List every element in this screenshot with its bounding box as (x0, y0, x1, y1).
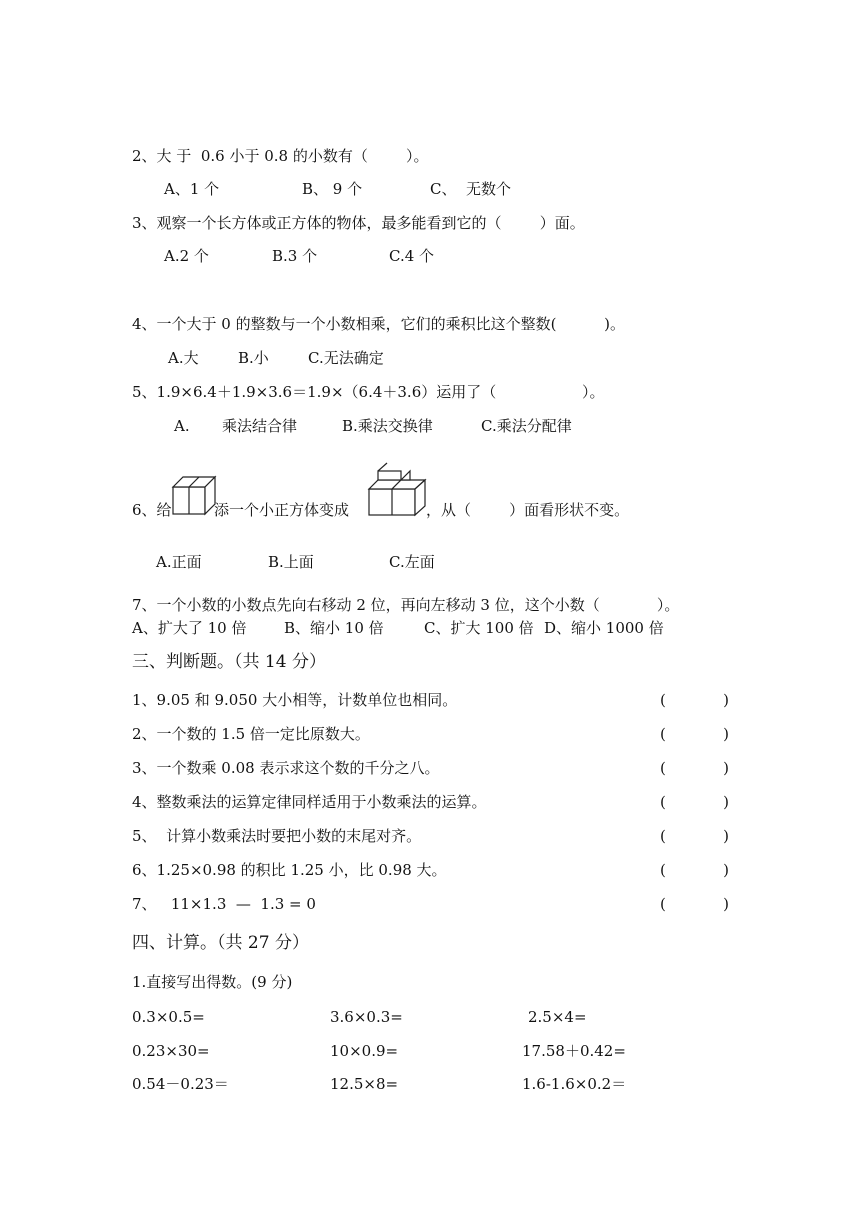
q6-option-a: A.正面 (156, 553, 202, 571)
calc-r2-c1: 0.23×30= (132, 1042, 210, 1060)
judge-item-2: 2、一个数的 1.5 倍一定比原数大。 (132, 725, 370, 743)
judge-item-4: 4、整数乘法的运算定律同样适用于小数乘法的运算。 (132, 793, 487, 811)
q4-option-b: B.小 (238, 349, 269, 367)
q7-option-d: D、缩小 1000 倍 (544, 619, 664, 637)
q5-option-c: C.乘法分配律 (481, 417, 572, 435)
q7-option-b: B、缩小 10 倍 (284, 619, 384, 637)
q6-stem-part1: 6、给 (132, 501, 172, 519)
q6-stem-part2: 添一个小正方体变成 (214, 501, 350, 519)
q5-option-a-text: 乘法结合律 (222, 417, 298, 435)
judge-answer-blank-4: ( ) (660, 793, 729, 811)
judge-item-3: 3、一个数乘 0.08 表示求这个数的千分之八。 (132, 759, 440, 777)
q7-option-c: C、扩大 100 倍 (424, 619, 534, 637)
judge-item-5: 5、 计算小数乘法时要把小数的末尾对齐。 (132, 827, 422, 845)
q7-option-a: A、扩大了 10 倍 (132, 619, 247, 637)
section4-title: 四、计算。（共 27 分） (132, 933, 309, 953)
judge-item-1: 1、9.05 和 9.050 大小相等，计数单位也相同。 (132, 691, 458, 709)
q6-option-c: C.左面 (389, 553, 435, 571)
q4-option-c: C.无法确定 (308, 349, 384, 367)
judge-answer-blank-7: ( ) (660, 895, 729, 913)
q6-option-b: B.上面 (268, 553, 314, 571)
calc-r3-c1: 0.54－0.23＝ (132, 1075, 229, 1093)
q3-option-b: B.3 个 (272, 247, 318, 265)
judge-item-6: 6、1.25×0.98 的积比 1.25 小，比 0.98 大。 (132, 861, 447, 879)
q3-option-c: C.4 个 (389, 247, 435, 265)
judge-item-7: 7、 11×1.3 — 1.3 = 0 (132, 895, 316, 913)
calc-r3-c3: 1.6-1.6×0.2＝ (522, 1075, 627, 1093)
calc-r1-c1: 0.3×0.5= (132, 1008, 205, 1026)
section4-sub1: 1.直接写出得数。(9 分) (132, 973, 293, 991)
q4-stem: 4、一个大于 0 的整数与一个小数相乘，它们的乘积比这个整数( )。 (132, 315, 626, 333)
q5-option-b: B.乘法交换律 (342, 417, 433, 435)
q4-option-a: A.大 (168, 349, 199, 367)
q2-option-b: B、 9 个 (302, 180, 363, 198)
q7-stem: 7、一个小数的小数点先向右移动 2 位，再向左移动 3 位，这个小数（ ）。 (132, 596, 680, 614)
calc-r2-c2: 10×0.9= (330, 1042, 399, 1060)
calc-r1-c3: 2.5×4= (528, 1008, 587, 1026)
q5-stem: 5、1.9×6.4＋1.9×3.6＝1.9×（6.4＋3.6）运用了（ ）。 (132, 383, 605, 401)
q3-stem: 3、观察一个长方体或正方体的物体，最多能看到它的（ ）面。 (132, 214, 585, 232)
calc-r2-c3: 17.58＋0.42= (522, 1042, 626, 1060)
two-cube-figure (172, 475, 216, 515)
judge-answer-blank-5: ( ) (660, 827, 729, 845)
q5-option-a-letter: A. (174, 417, 190, 435)
judge-answer-blank-1: ( ) (660, 691, 729, 709)
q2-option-a: A、1 个 (164, 180, 220, 198)
judge-answer-blank-6: ( ) (660, 861, 729, 879)
judge-answer-blank-3: ( ) (660, 759, 729, 777)
three-cube-figure (368, 470, 426, 516)
calc-r1-c2: 3.6×0.3= (330, 1008, 403, 1026)
judge-answer-blank-2: ( ) (660, 725, 729, 743)
section3-title: 三、判断题。（共 14 分） (132, 652, 326, 672)
q2-stem: 2、大 于 0.6 小于 0.8 的小数有（ ）。 (132, 147, 429, 165)
q6-stem-part3: ，从（ ）面看形状不变。 (426, 501, 630, 519)
calc-r3-c2: 12.5×8= (330, 1075, 399, 1093)
q2-option-c: C、 无数个 (430, 180, 512, 198)
q3-option-a: A.2 个 (164, 247, 209, 265)
